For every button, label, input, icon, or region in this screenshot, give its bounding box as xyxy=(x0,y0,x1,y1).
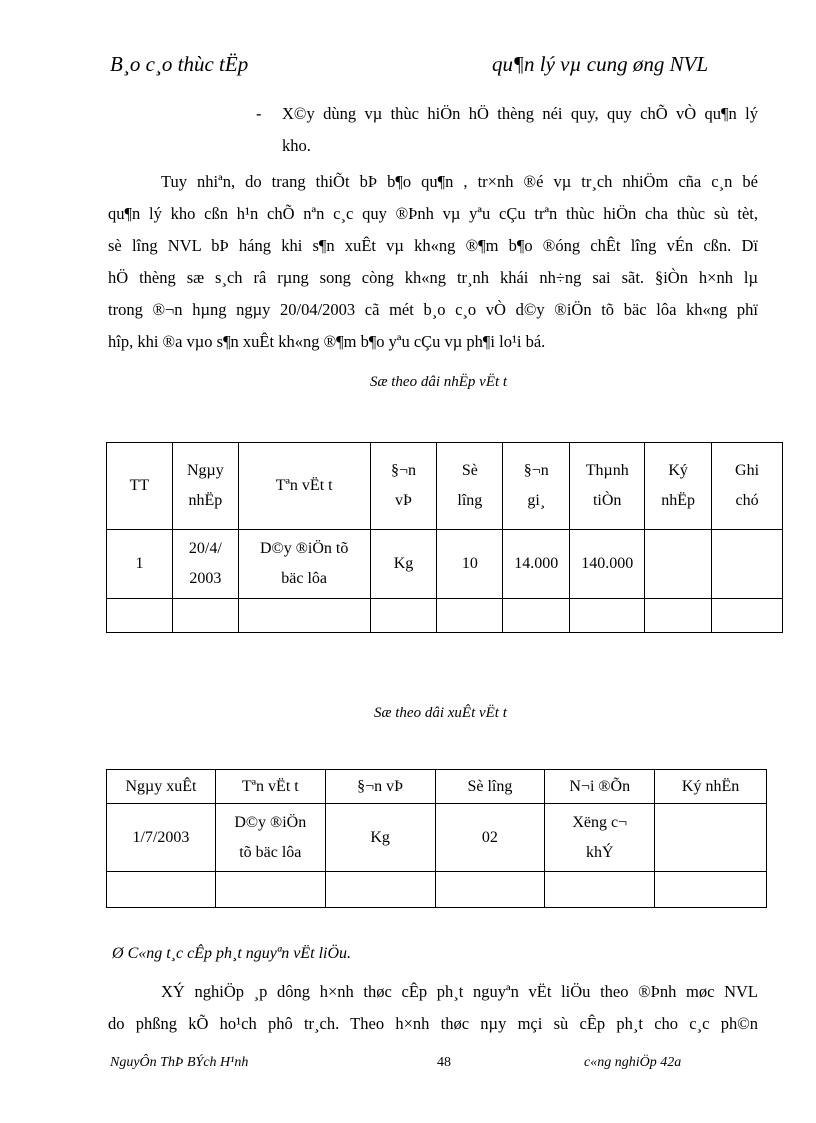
table-cell: 02 xyxy=(435,804,545,872)
paragraph-line: sè lîng NVL bÞ háng khi s¶n xuÊt vµ kh«ng ®¶m b¶o ®óng chÊt lîng vÉn cßn. Dï xyxy=(108,236,758,255)
header-cell: Sè lîng xyxy=(435,770,545,804)
section-title: C«ng t¸c cÊp ph¸t nguyªn vËt liÖu. xyxy=(127,945,352,962)
table-cell: Kg xyxy=(325,804,435,872)
header-right: qu¶n lý vµ cung øng NVL xyxy=(492,52,709,76)
table-cell: 1 xyxy=(107,530,173,599)
header-cell: Ký nhËn xyxy=(655,770,767,804)
paragraph-line: qu¶n lý kho cßn h¹n chÕ nªn c¸c quy ®Þnh vµ yªu cÇu trªn thùc hiÖn cha thùc sù tèt, xyxy=(108,204,758,223)
header-cell: TT xyxy=(107,443,173,530)
paragraph-line: hÖ thèng sæ s¸ch râ rµng song còng kh«ng tr¸nh khái nh÷ng sai sãt. §iÒn h×nh lµ xyxy=(108,268,758,287)
bullet-item xyxy=(282,98,758,130)
header-cell: Ghi chó xyxy=(712,443,783,530)
footer-author: NguyÔn ThÞ BÝch H¹nh xyxy=(110,1055,249,1070)
header-cell: Ký nhËp xyxy=(645,443,712,530)
table-cell: D©y ®iÖn tõ bäc lôa xyxy=(215,804,325,872)
table-cell: 20/4/ 2003 xyxy=(172,530,238,599)
header-cell: Sè lîng xyxy=(437,443,503,530)
header-cell: Ngµy xuÊt xyxy=(107,770,216,804)
export-ledger-table xyxy=(106,769,767,908)
table-cell: 1/7/2003 xyxy=(107,804,216,872)
paragraph-line: XÝ nghiÖp ¸p dông h×nh thøc cÊp ph¸t nguyªn vËt liÖu theo ®Þnh møc NVL xyxy=(161,982,758,1001)
footer-class: c«ng nghiÖp 42a xyxy=(584,1055,682,1070)
header-cell: Tªn vËt t xyxy=(215,770,325,804)
header-cell: §¬n vÞ xyxy=(370,443,437,530)
table-cell: D©y ®iÖn tõ bäc lôa xyxy=(238,530,370,599)
table-row-empty xyxy=(107,872,767,908)
import-ledger-table xyxy=(106,442,783,633)
table-cell xyxy=(655,804,767,872)
table-row-empty xyxy=(107,599,783,633)
table2-caption: Sæ theo dâi xuÊt vËt t xyxy=(374,705,507,721)
paragraph-line: do phßng kÕ ho¹ch phô tr¸ch. Theo h×nh thøc nµy mçi sù cÊp ph¸t cho c¸c ph©n xyxy=(108,1014,758,1033)
header-cell: Ngµy nhËp xyxy=(172,443,238,530)
header-cell: Thµnh tiÒn xyxy=(570,443,645,530)
paragraph-line: Tuy nhiªn, do trang thiÕt bÞ b¶o qu¶n , tr×nh ®é vµ tr¸ch nhiÖm cña c¸n bé xyxy=(161,172,758,191)
table-header-row xyxy=(107,443,783,530)
bullet-line: X©y dùng vµ thùc hiÖn hÖ thèng néi quy, quy chÕ vÒ qu¶n lý xyxy=(282,104,758,123)
table-cell: Kg xyxy=(370,530,437,599)
table-cell: 10 xyxy=(437,530,503,599)
table-row xyxy=(107,530,783,599)
table-cell xyxy=(712,530,783,599)
header-cell: Tªn vËt t xyxy=(238,443,370,530)
bullet-dash: - xyxy=(256,104,262,123)
table-cell: 14.000 xyxy=(503,530,570,599)
header-cell: §¬n vÞ xyxy=(325,770,435,804)
table-row xyxy=(107,804,767,872)
arrow-bullet-icon: Ø xyxy=(112,945,124,962)
table-cell xyxy=(645,530,712,599)
page-number: 48 xyxy=(437,1055,451,1070)
paragraph-line: trong ®¬n hµng ngµy 20/04/2003 cã mét b¸o c¸o vÒ d©y ®iÖn tõ bäc lôa kh«ng phï xyxy=(108,300,758,319)
table-cell: Xëng c¬ khÝ xyxy=(545,804,655,872)
header-cell: §¬n gi¸ xyxy=(503,443,570,530)
table1-caption: Sæ theo dâi nhËp vËt t xyxy=(370,374,508,390)
header-left: B¸o c¸o thùc tËp xyxy=(110,52,249,76)
section-heading xyxy=(112,945,351,963)
paragraph-2 xyxy=(108,976,758,1040)
bullet-line: kho. xyxy=(282,136,311,155)
paragraph-1 xyxy=(108,166,758,358)
paragraph-line: hîp, khi ®a vµo s¶n xuÊt kh«ng ®¶m b¶o yªu cÇu vµ ph¶i lo¹i bá. xyxy=(108,332,546,351)
header-cell: N¬i ®Õn xyxy=(545,770,655,804)
table-header-row xyxy=(107,770,767,804)
table-cell: 140.000 xyxy=(570,530,645,599)
